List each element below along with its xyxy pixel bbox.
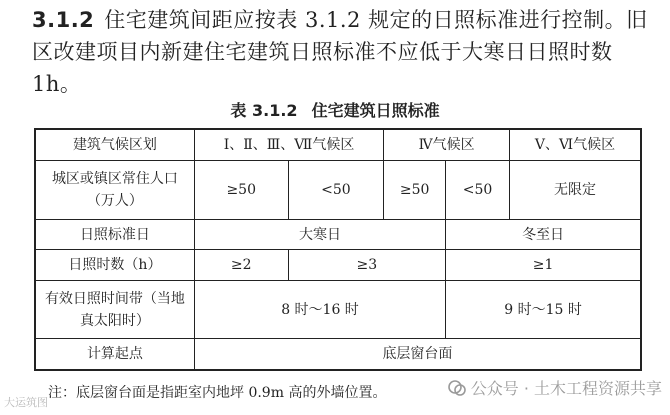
table-row <box>35 129 641 161</box>
table-cell: 8 时～16 时 <box>194 281 445 339</box>
table-cell: ≥1 <box>446 250 641 281</box>
clause-number: 3.1.2 <box>32 8 95 32</box>
row-header: 城区或镇区常住人口（万人） <box>35 161 194 220</box>
row-header: 建筑气候区划 <box>35 129 194 161</box>
table-cell: 底层窗台面 <box>194 339 641 371</box>
table-note: 注：底层窗台面是指距室内地坪 0.9m 高的外墙位置。 <box>48 385 387 401</box>
table-cell: Ⅰ、Ⅱ、Ⅲ、Ⅶ气候区 <box>194 129 383 161</box>
table-row <box>35 250 641 281</box>
table-cell: <50 <box>288 161 384 220</box>
table-row <box>35 161 641 220</box>
table-cell: ≥50 <box>384 161 446 220</box>
table-cell: 大寒日 <box>194 220 445 250</box>
table-cell: 无限定 <box>509 161 641 220</box>
table-title <box>0 98 670 121</box>
watermark-right <box>447 376 662 399</box>
watermark-text: 公众号 · 土木工程资源共享 <box>470 379 662 398</box>
table-cell: 冬至日 <box>446 220 641 250</box>
wechat-logo-icon <box>447 378 467 398</box>
table-cell: Ⅳ气候区 <box>384 129 510 161</box>
clause-paragraph <box>32 4 652 100</box>
watermark-left: 大运筑图 <box>4 396 48 409</box>
table-cell: <50 <box>446 161 510 220</box>
table-cell: 9 时～15 时 <box>446 281 641 339</box>
table-cell: ≥3 <box>288 250 446 281</box>
table-row <box>35 281 641 339</box>
row-header: 有效日照时间带（当地真太阳时） <box>35 281 194 339</box>
sunlight-standard-table <box>34 128 642 371</box>
clause-text: 住宅建筑间距应按表 3.1.2 规定的日照标准进行控制。旧区改建项目内新建住宅建筑日照标准不应低于大寒日日照时数 1h。 <box>32 8 648 96</box>
row-header: 日照标准日 <box>35 220 194 250</box>
row-header: 日照时数（h） <box>35 250 194 281</box>
row-header: 计算起点 <box>35 339 194 371</box>
table-cell: Ⅴ、Ⅵ气候区 <box>509 129 641 161</box>
table-cell: ≥50 <box>194 161 288 220</box>
table-number: 表 3.1.2 <box>230 101 298 120</box>
table-row <box>35 220 641 250</box>
table-cell: ≥2 <box>194 250 288 281</box>
table-row <box>35 339 641 371</box>
table-name: 住宅建筑日照标准 <box>311 101 440 120</box>
